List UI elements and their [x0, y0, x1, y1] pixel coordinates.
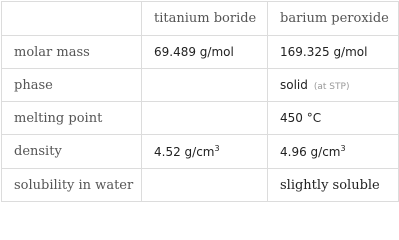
properties-table	[1, 1, 399, 202]
solubility-barium-peroxide: slightly soluble	[268, 169, 399, 202]
phase-condition: (at STP)	[313, 82, 350, 92]
phase-value: solid	[280, 78, 308, 92]
table-row	[2, 69, 399, 102]
row-label-molar-mass: molar mass	[2, 36, 142, 69]
density-barium-peroxide	[268, 135, 399, 169]
row-label-melting-point: melting point	[2, 102, 142, 135]
header-barium-peroxide: barium peroxide	[268, 2, 399, 36]
melting-point-barium-peroxide: 450 °C	[268, 102, 399, 135]
table-row	[2, 169, 399, 202]
phase-titanium-boride	[142, 69, 268, 102]
density-value: 4.96 g/cm	[280, 144, 341, 159]
table-row	[2, 135, 399, 169]
row-label-solubility: solubility in water	[2, 169, 142, 202]
phase-barium-peroxide	[268, 69, 399, 102]
molar-mass-barium-peroxide: 169.325 g/mol	[268, 36, 399, 69]
density-exponent: 3	[340, 143, 346, 153]
header-empty-cell	[2, 2, 142, 36]
header-titanium-boride: titanium boride	[142, 2, 268, 36]
row-label-phase: phase	[2, 69, 142, 102]
density-value: 4.52 g/cm	[154, 144, 215, 159]
row-label-density: density	[2, 135, 142, 169]
table-row	[2, 102, 399, 135]
solubility-titanium-boride	[142, 169, 268, 202]
melting-point-titanium-boride	[142, 102, 268, 135]
header-row	[2, 2, 399, 36]
density-titanium-boride	[142, 135, 268, 169]
density-exponent: 3	[214, 143, 220, 153]
table-row	[2, 36, 399, 69]
molar-mass-titanium-boride: 69.489 g/mol	[142, 36, 268, 69]
